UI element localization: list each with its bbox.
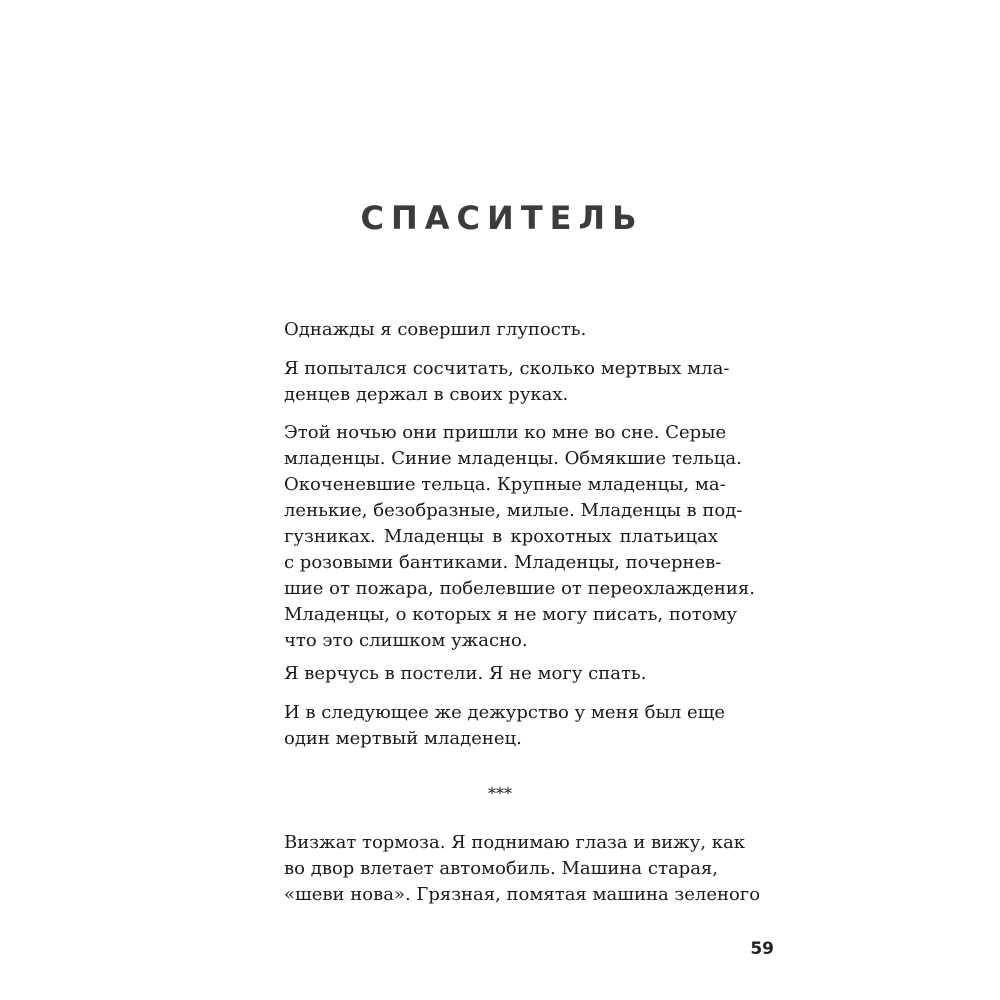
text-line: «шеви нова». Грязная, помятая машина зеленого <box>284 884 761 905</box>
chapter-title: СПАСИТЕЛЬ <box>360 199 644 237</box>
text-line: шие от пожара, побелевшие от переохлаждения. <box>284 578 755 599</box>
text-line: Я верчусь в постели. Я не могу спать. <box>284 663 647 684</box>
text-line: Этой ночью они пришли ко мне во сне. Серые <box>284 422 727 443</box>
page-number: 59 <box>750 939 774 959</box>
text-line: гузниках. Младенцы в крохотных платьицах <box>284 526 718 547</box>
text-line: младенцы. Синие младенцы. Обмякшие тельца. <box>284 448 742 469</box>
paragraph-5 <box>284 700 726 752</box>
paragraph-4 <box>284 661 718 687</box>
paragraph-6 <box>284 830 761 908</box>
text-line: Окоченевшие тельца. Крупные младенцы, ма- <box>284 474 726 495</box>
section-separator: *** <box>488 784 512 803</box>
text-line: Младенцы, о которых я не могу писать, потому <box>284 604 738 625</box>
text-line: денцев держал в своих руках. <box>284 384 569 405</box>
paragraph-1 <box>284 317 718 343</box>
text-line: что это слишком ужасно. <box>284 630 528 651</box>
text-line: ленькие, безобразные, милые. Младенцы в под- <box>284 500 743 521</box>
text-line: Однажды я совершил глупость. <box>284 319 587 340</box>
text-line: Визжат тормоза. Я поднимаю глаза и вижу, как <box>284 832 745 853</box>
text-line: И в следующее же дежурство у меня был еще <box>284 702 726 723</box>
text-line: Я попытался сосчитать, сколько мертвых мла- <box>284 358 730 379</box>
paragraph-2 <box>284 356 730 408</box>
text-line: с розовыми бантиками. Младенцы, почернев- <box>284 552 722 573</box>
paragraph-3 <box>284 420 755 654</box>
text-line: во двор влетает автомобиль. Машина старая, <box>284 858 718 879</box>
text-line: один мертвый младенец. <box>284 728 522 749</box>
